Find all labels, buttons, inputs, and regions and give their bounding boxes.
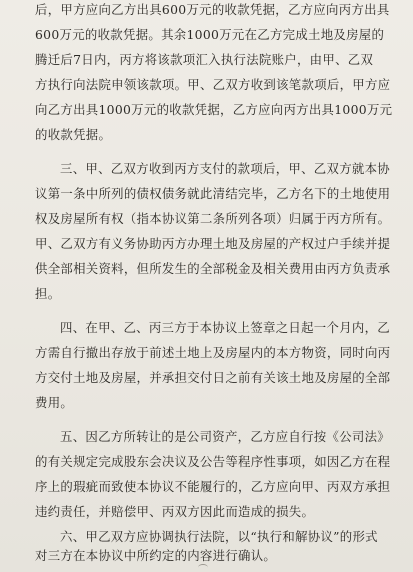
document-line: 的有关规定完成股东会决议及公告等程序性事项，如因乙方在程 bbox=[35, 454, 391, 469]
document-line: 供全部相关资料，但所发生的全部税金及相关费用由丙方负责承 bbox=[35, 261, 391, 276]
document-line: 三、甲、乙双方收到丙方支付的款项后，甲、乙双方就本协 bbox=[60, 161, 390, 176]
document-line: 五、因乙方所转让的是公司资产，乙方应自行按《公司法》 bbox=[60, 429, 390, 444]
document-line: 方执行向法院申领该款项。甲、乙双方收到该笔款项后，甲方应 bbox=[35, 77, 391, 92]
document-line: 的收款凭据。 bbox=[35, 127, 112, 142]
document-line: 四、在甲、乙、丙三方于本协议上签章之日起一个月内，乙 bbox=[60, 320, 390, 335]
document-line: 腾迁后7日内，丙方将该款项汇入执行法院账户，由甲、乙双 bbox=[35, 52, 374, 67]
document-line: 方交付土地及房屋，并承担交付日之前有关该土地及房屋的全部 bbox=[35, 370, 391, 385]
document-line: 序上的瑕疵而致使本协议不能履行的，乙方应向甲、丙双方承担 bbox=[35, 479, 391, 494]
document-line: 违约责任，并赔偿甲、丙双方因此而造成的损失。 bbox=[35, 504, 315, 519]
document-line: 权及房屋所有权（指本协议第二条所列各项）归属于丙方所有。 bbox=[35, 211, 391, 226]
document-line: 600万元的收款凭据。其余1000万元在乙方完成土地及房屋的 bbox=[35, 27, 385, 42]
document-line: 方需自行撤出存放于前述土地上及房屋内的本方物资，同时向丙 bbox=[35, 345, 391, 360]
document-line: 后，甲方应向乙方出具600万元的收款凭据，乙方应向丙方出具 bbox=[35, 2, 390, 17]
document-line: 甲、乙双方有义务协助丙方办理土地及房屋的产权过户手续并提 bbox=[35, 236, 391, 251]
document-line: 议第一条中所列的债权债务就此清结完毕，乙方名下的土地使用 bbox=[35, 186, 391, 201]
document-line: 对三方在本协议中所约定的内容进行确认。 bbox=[35, 548, 277, 563]
document-line: 六、甲乙双方应协调执行法院，以“执行和解协议”的形式 bbox=[60, 529, 378, 544]
page-number-mark bbox=[198, 564, 208, 571]
document-line: 向乙方出具1000万元的收款凭据，乙方应向丙方出具1000万元 bbox=[35, 102, 393, 117]
document-line: 费用。 bbox=[35, 395, 74, 410]
document-line: 担。 bbox=[35, 286, 61, 301]
